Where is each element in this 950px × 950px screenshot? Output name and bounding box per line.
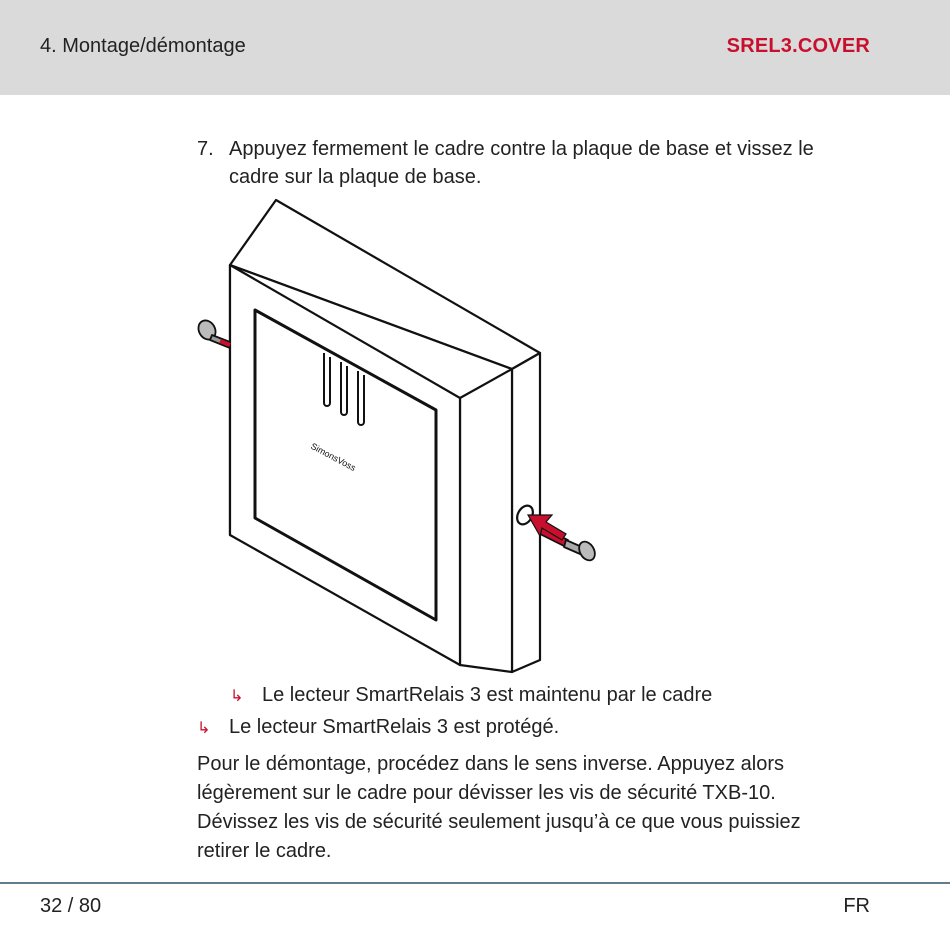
result-arrow-icon: ↳ (230, 688, 244, 705)
brand-logo: SimonsVoss (309, 440, 358, 474)
step-text: Appuyez fermement le cadre contre la plaque de base et vissez le cadre sur la plaque de base. (229, 138, 814, 188)
step-number: 7. (197, 138, 214, 160)
result-text: Le lecteur SmartRelais 3 est maintenu par le cadre (262, 684, 713, 706)
left-screw (195, 317, 230, 348)
page-header (0, 0, 950, 95)
result-arrow-icon: ↳ (197, 720, 211, 737)
page-number: 32 / 80 (40, 895, 102, 917)
section-title: 4. Montage/démontage (40, 35, 246, 57)
result-text: Le lecteur SmartRelais 3 est protégé. (229, 716, 560, 738)
result-line (197, 714, 559, 742)
result-line (230, 682, 712, 710)
mounting-illustration (190, 190, 610, 680)
footer-divider (0, 882, 950, 884)
language-code: FR (843, 895, 870, 917)
dismount-paragraph: Pour le démontage, procédez dans le sens inverse. Appuyez alors légèrement sur le cadre pour dévisser les vis de sécurité TXB-10. Dévissez les vis de sécurité seulement jusqu’à ce que vous puissiez retirer le cadre. (197, 753, 801, 862)
product-code: SREL3.COVER (726, 35, 870, 57)
